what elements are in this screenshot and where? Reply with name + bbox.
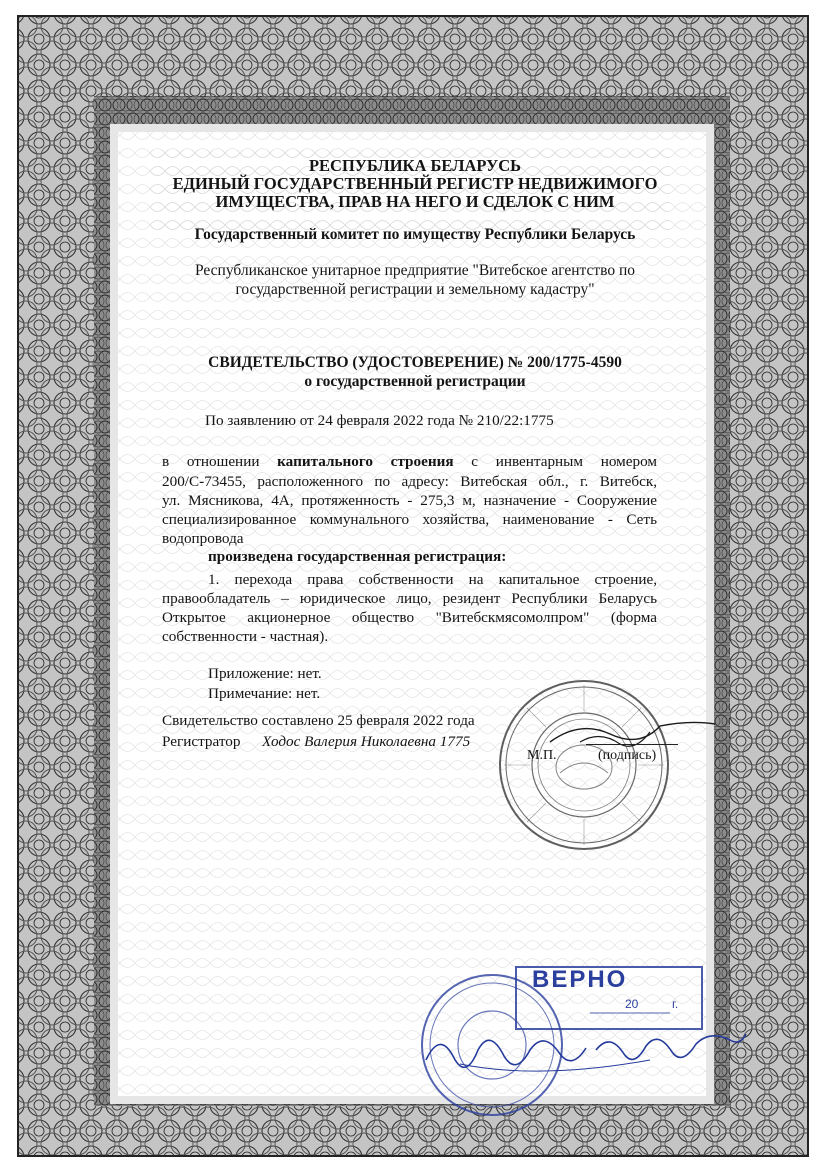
header-register-line1: ЕДИНЫЙ ГОСУДАРСТВЕННЫЙ РЕГИСТР НЕДВИЖИМОГО	[172, 174, 658, 193]
registration-heading: произведена государственная регистрация:	[208, 548, 507, 565]
header-enterprise-line2: государственной регистрации и земельному кадастру"	[235, 281, 595, 298]
object-type: капитального строения	[277, 453, 454, 470]
paragraph-rest: с инвентарным номером	[453, 453, 657, 470]
paragraph-line: водопровода	[162, 530, 244, 547]
verno-year-suffix: г.	[672, 997, 679, 1011]
mp-label: М.П.	[527, 748, 557, 763]
certificate-subtitle: о государственной регистрации	[304, 373, 526, 390]
certifier-signature	[420, 1020, 750, 1090]
issued-date: Свидетельство составлено 25 февраля 2022 года	[162, 712, 475, 729]
header-committee: Государственный комитет по имуществу Республики Беларусь	[194, 226, 636, 243]
note: Примечание: нет.	[208, 685, 321, 702]
official-seal	[494, 675, 674, 855]
paragraph-line	[162, 452, 657, 471]
verno-year-prefix: 20	[625, 997, 639, 1011]
registrar-label: Регистратор	[162, 733, 241, 750]
registrar-name: Ходос Валерия Николаевна 1775	[262, 733, 471, 750]
item-line-text: 1. перехода права собственности на капитальное строение,	[208, 571, 657, 588]
item-line: правообладатель – юридическое лицо, резидент Республики Беларусь	[162, 590, 657, 607]
signature-underline	[586, 744, 678, 745]
header-enterprise-line1: Республиканское унитарное предприятие "Витебское агентство по	[194, 262, 636, 279]
application-line: По заявлению от 24 февраля 2022 года № 210/22:1775	[205, 412, 554, 429]
verno-word: ВЕРНО	[532, 966, 628, 993]
signature-label: (подпись)	[598, 748, 657, 763]
certificate-title: СВИДЕТЕЛЬСТВО (УДОСТОВЕРЕНИЕ) № 200/1775-4590	[208, 354, 622, 371]
item-line	[208, 570, 657, 589]
paragraph-line: 200/С-73455, расположенного по адресу: Витебская обл., г. Витебск,	[162, 473, 657, 490]
appendix: Приложение: нет.	[208, 665, 322, 682]
header-register-line2: ИМУЩЕСТВА, ПРАВ НА НЕГО И СДЕЛОК С НИМ	[215, 192, 615, 211]
paragraph-line: специализированное коммунального хозяйства, наименование - Сеть	[162, 511, 657, 528]
item-line: Открытое акционерное общество "Витебскмясомолпром" (форма	[162, 609, 657, 626]
header-country: РЕСПУБЛИКА БЕЛАРУСЬ	[308, 156, 522, 175]
paragraph-line: ул. Мясникова, 4А, протяженность - 275,3 м, назначение - Сооружение	[162, 492, 657, 509]
paragraph-prefix: в отношении	[162, 453, 278, 470]
item-line: собственности - частная).	[162, 628, 329, 645]
